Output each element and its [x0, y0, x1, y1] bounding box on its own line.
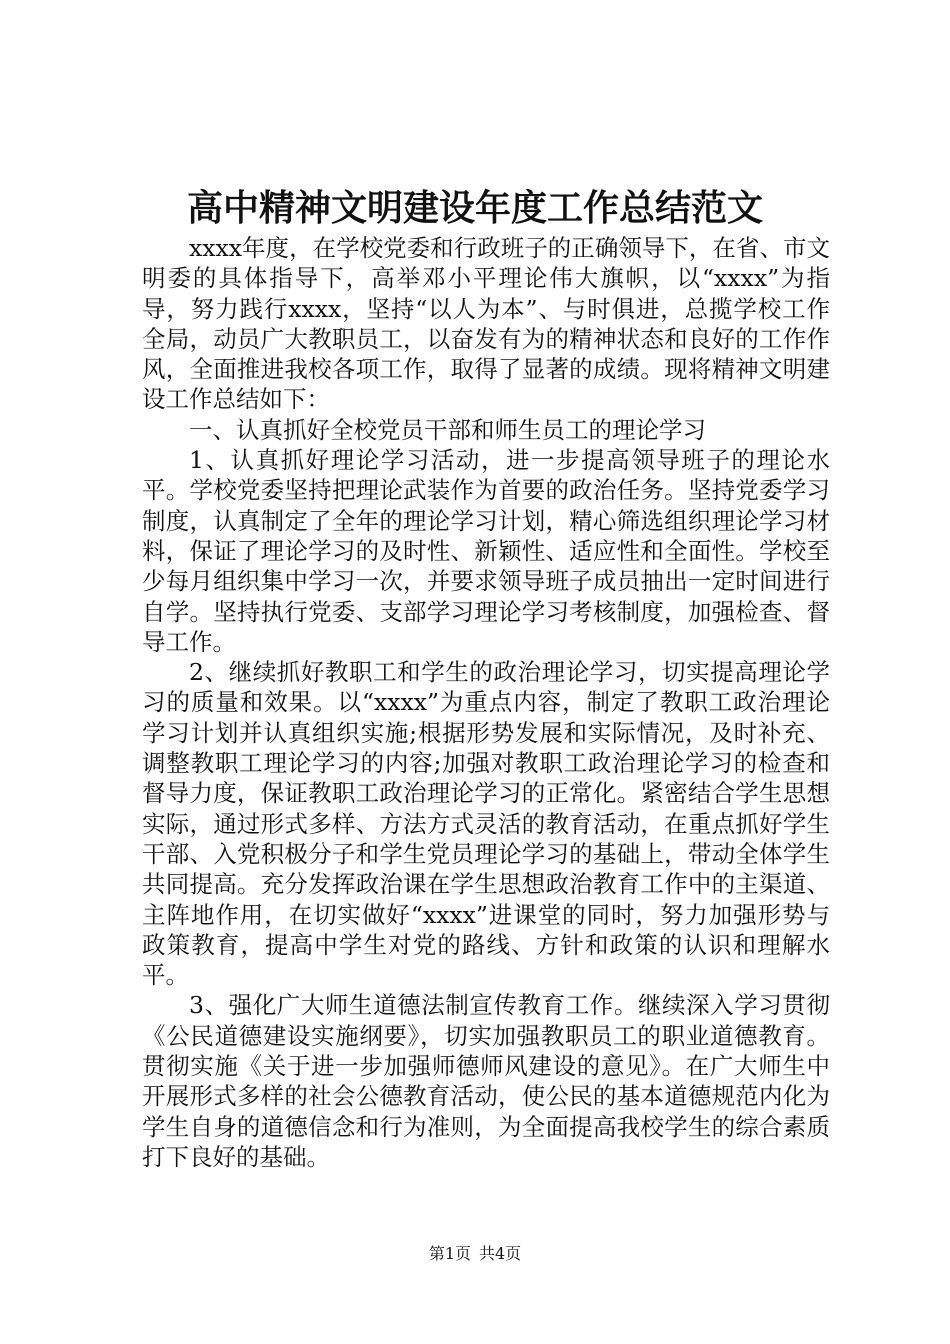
paragraph-item-1: 1、认真抓好理论学习活动，进一步提高领导班子的理论水平。学校党委坚持把理论武装作为首要的政治任务。坚持党委学习制度，认真制定了全年的理论学习计划，精心筛选组织理论学习材料，保证了理论学习的及时性、新颖性、适应性和全面性。学校至少每月组织集中学习一次，并要求领导班子成员抽出一定时间进行自学。坚持执行党委、支部学习理论学习考核制度，加强检查、督导工作。 — [142, 446, 830, 656]
page-total: 共4页 — [479, 1244, 522, 1263]
section-heading-1: 一、认真抓好全校党员干部和师生员工的理论学习 — [189, 415, 706, 444]
page-footer — [0, 1243, 950, 1265]
intro-paragraph: xxxx年度，在学校党委和行政班子的正确领导下，在省、市文明委的具体指导下，高举邓小平理论伟大旗帜，以“xxxx”为指导，努力践行xxxx，坚持“以人为本”、与时俱进，总揽学校工作全局，动员广大教职员工，以奋发有为的精神状态和良好的工作作风，全面推进我校各项工作，取得了显著的成绩。现将精神文明建设工作总结如下： — [142, 234, 830, 414]
page-number: 第1页 — [428, 1244, 471, 1263]
document-body — [142, 233, 830, 1172]
paragraph-item-3: 3、强化广大师生道德法制宣传教育工作。继续深入学习贯彻《公民道德建设实施纲要》，切实加强教职员工的职业道德教育。贯彻实施《关于进一步加强师德师风建设的意见》。在广大师生中开展形式多样的社会公德教育活动，使公民的基本道德规范内化为学生自身的道德信念和行为准则，为全面提高我校学生的综合素质打下良好的基础。 — [142, 991, 830, 1171]
paragraph-item-2: 2、继续抓好教职工和学生的政治理论学习，切实提高理论学习的质量和效果。以“xxxx”为重点内容，制定了教职工政治理论学习计划并认真组织实施;根据形势发展和实际情况，及时补充、调整教职工理论学习的内容;加强对教职工政治理论学习的检查和督导力度，保证教职工政治理论学习的正常化。紧密结合学生思想实际，通过形式多样、方法方式灵活的教育活动，在重点抓好学生干部、入党积极分子和学生党员理论学习的基础上，带动全体学生共同提高。充分发挥政治课在学生思想政治教育工作中的主渠道、主阵地作用，在切实做好“xxxx”进课堂的同时，努力加强形势与政策教育，提高中学生对党的路线、方针和政策的认识和理解水平。 — [142, 658, 830, 990]
document-title: 高中精神文明建设年度工作总结范文 — [186, 187, 763, 229]
